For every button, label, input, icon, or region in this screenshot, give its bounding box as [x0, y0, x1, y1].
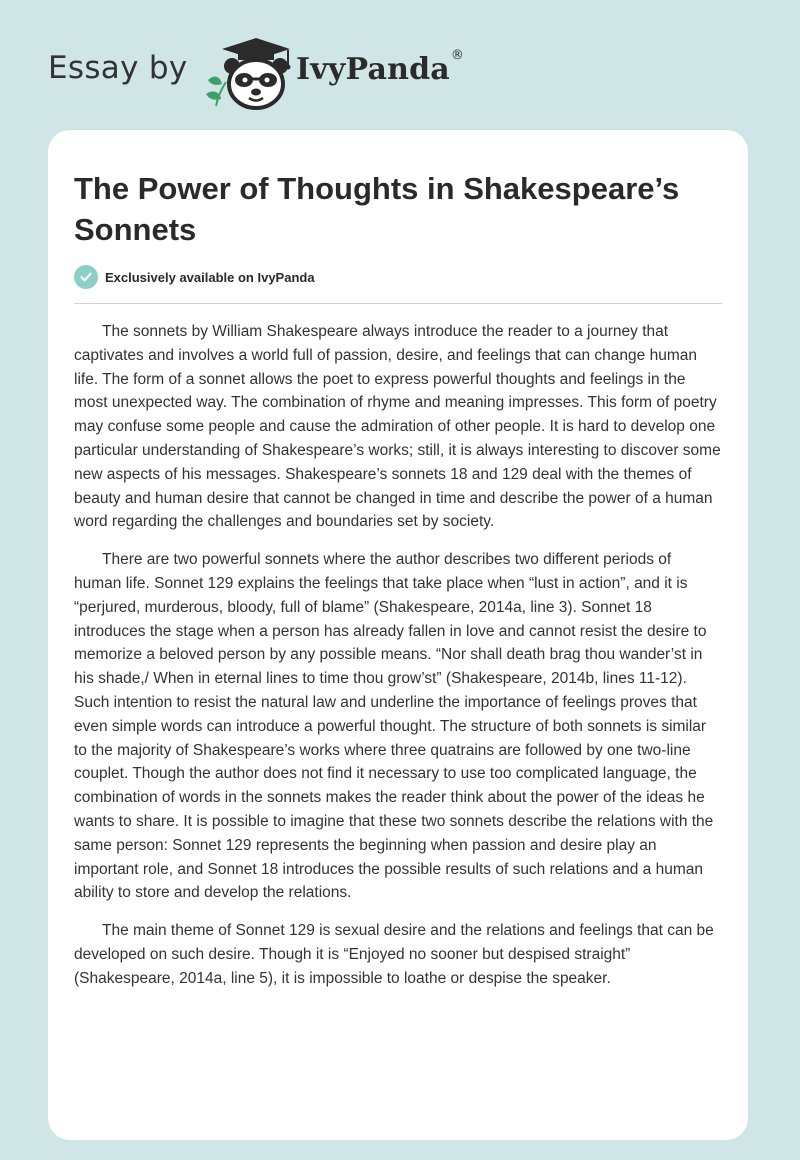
exclusive-badge	[74, 264, 315, 290]
essay-paragraph-3: The main theme of Sonnet 129 is sexual desire and the relations and feelings that can be developed on such desire. Though it is “Enjoyed no sooner but despised straight” (Shakespeare, 2014a, line 5), it is impossible to loathe or despise the speaker.	[74, 922, 714, 987]
essay-paragraph-2: There are two powerful sonnets where the author describes two different periods of human life. Sonnet 129 explains the feelings that take place when “lust in action”, and it is “perjured, murderous, bloody, full of blame” (Shakespeare, 2014a, line 3). Sonnet 18 introduces the stage when a person has already fallen in love and cannot resist the desire to memorize a beloved person by any possible means. “Nor shall death brag thou wander’st in his shade,/ When in eternal lines to time thou grow’st” (Shakespeare, 2014b, lines 11-12). Such intention to resist the natural law and underline the importance of feelings proves that even simple words can introduce a powerful thought. The structure of both sonnets is similar to the majority of Shakespeare’s works where three quatrains are followed by one two-line couplet. Though the author does not find it necessary to use too complicated language, the combination of words in the sonnets makes the reader think about the power of the ideas he wants to share. It is possible to imagine that these two sonnets describe the relations with the same person: Sonnet 129 represents the beginning when passion and desire play an important role, and Sonnet 18 introduces the possible results of such relations and a human ability to store and develop the relations.	[74, 551, 714, 902]
essay-body	[74, 320, 722, 1005]
essay-card	[48, 130, 748, 1140]
brand-prefix: Essay by	[48, 50, 188, 86]
panda-logo-icon[interactable]	[202, 36, 294, 112]
registered-mark: ®	[450, 48, 465, 63]
essay-paragraph-1: The sonnets by William Shakespeare always introduce the reader to a journey that captivates and involves a world full of passion, desire, and feelings that can change human life. The form of a sonnet allows the poet to express powerful thoughts and feelings in the most unexpected way. The combination of rhyme and meaning impresses. This form of poetry may confuse some people and cause the admiration of other people. It is hard to develop one particular understanding of Shakespeare’s works; still, it is always interesting to discover some new aspects of his messages. Shakespeare’s sonnets 18 and 129 deal with the themes of beauty and human desire that cannot be changed in time and describe the power of a human word regarding the challenges and boundaries set by society.	[74, 323, 721, 531]
brand-name-text: IvyPanda	[296, 52, 450, 87]
site-header	[48, 32, 468, 112]
exclusive-badge-text: Exclusively available on IvyPanda	[105, 269, 315, 285]
check-circle-icon	[74, 265, 98, 289]
page-title: The Power of Thoughts in Shakespeare’s Sonnets	[74, 171, 680, 247]
title-divider	[74, 303, 722, 304]
brand-name[interactable]	[296, 48, 465, 87]
